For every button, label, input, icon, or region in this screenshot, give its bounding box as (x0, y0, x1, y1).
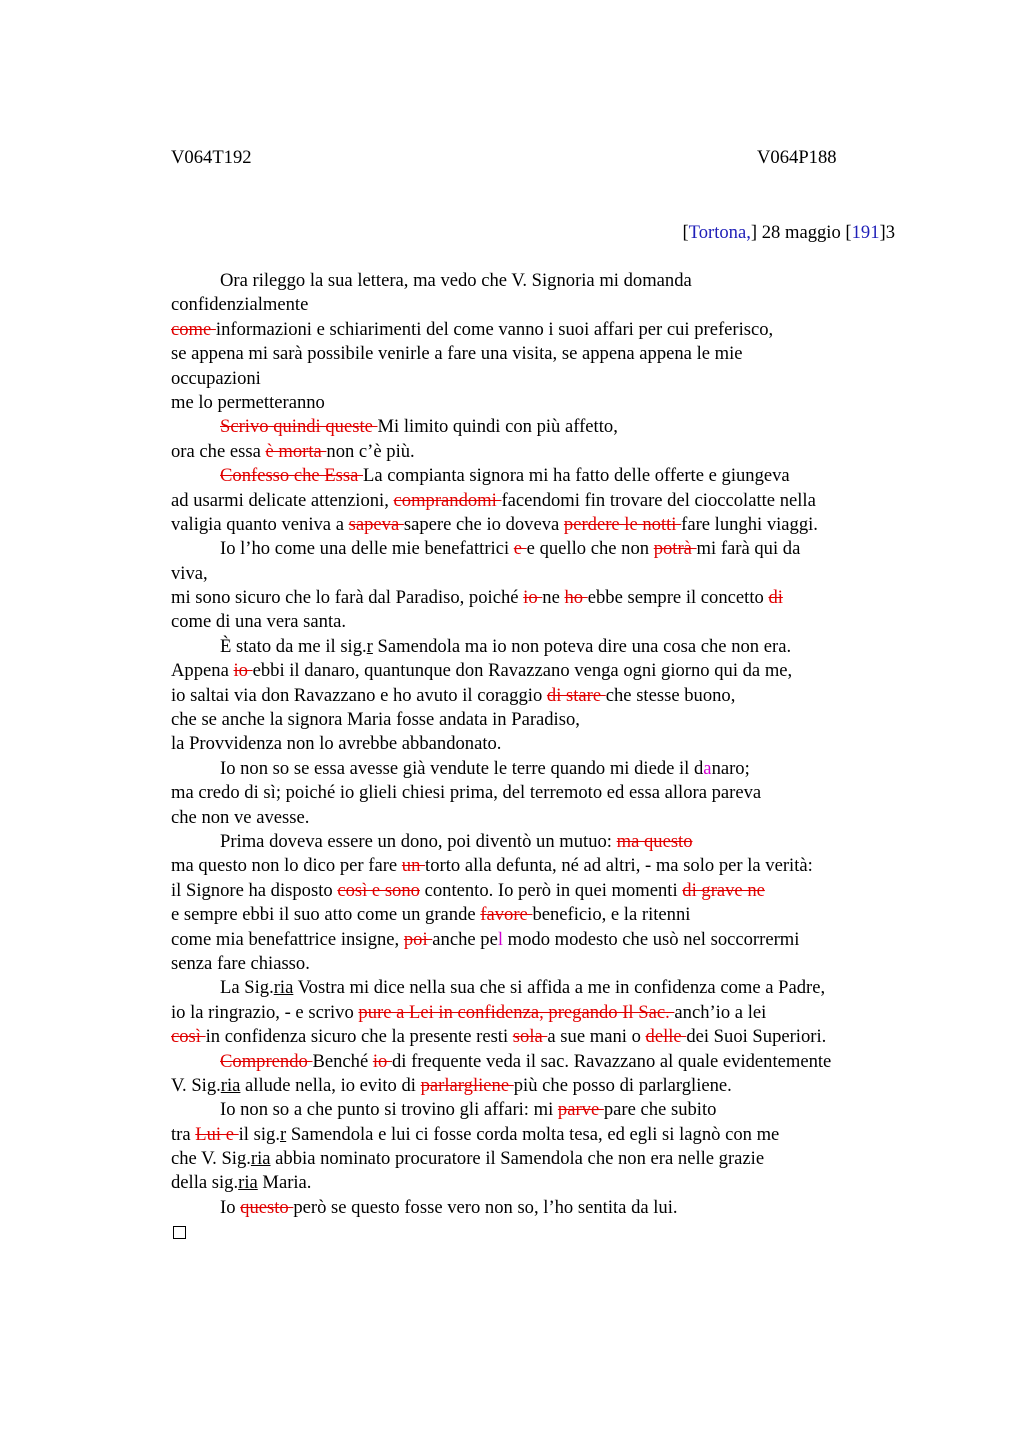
line-text: confidenzialmente (171, 294, 309, 316)
underlined-abbrev: ria (250, 1148, 271, 1170)
line-text: io saltai via don Ravazzano e ho avuto il coraggio (171, 684, 547, 706)
line-text: il Signore ha disposto (171, 879, 338, 901)
letter-line (171, 293, 901, 317)
line-text: e quello che non (526, 538, 654, 560)
line-text: sapere che io doveva (403, 513, 564, 535)
line-text: senza fare chiasso. (171, 952, 310, 974)
deleted-text: perdere le notti (563, 513, 682, 535)
deleted-text: io (372, 1050, 392, 1072)
letter-line (171, 1147, 901, 1171)
deleted-text: di (768, 587, 783, 609)
letter-line (171, 708, 901, 732)
deleted-text: così e sono (337, 879, 420, 901)
letter-line (171, 757, 901, 781)
line-text: me lo permetteranno (171, 391, 325, 413)
line-text: La compianta signora mi ha fatto delle offerte e giungeva (363, 465, 790, 487)
line-text: informazioni e schiarimenti del come vanno i suoi affari per cui preferisco, (215, 318, 774, 340)
line-text: Io (220, 1196, 241, 1218)
deleted-text: parlargliene (420, 1074, 514, 1096)
letter-line (171, 318, 901, 342)
letter-line (171, 562, 901, 586)
line-text: Benché (312, 1050, 373, 1072)
deleted-text: un (401, 855, 426, 877)
line-text: Mi limito quindi con più affetto, (377, 416, 618, 438)
document-code-right: V064P188 (757, 147, 837, 168)
line-text: Samendola ma io non poteva dire una cosa che non era. (372, 635, 792, 657)
line-text: ad usarmi delicate attenzioni, (171, 489, 394, 511)
letter-line (171, 513, 901, 537)
deleted-text: Scrivo quindi queste (220, 416, 378, 438)
line-text: ma questo non lo dico per fare (171, 855, 402, 877)
dateline-year-part: 191 (851, 222, 880, 243)
line-text: il sig. (238, 1123, 280, 1145)
letter-line (171, 1074, 901, 1098)
letter-line (171, 464, 901, 488)
deleted-text: come (171, 318, 216, 340)
deleted-text: io (523, 587, 543, 609)
line-text: tra (171, 1123, 196, 1145)
deleted-text: Confesso che Essa (220, 465, 364, 487)
line-text: Ora rileggo la sua lettera, ma vedo che V. Signoria mi domanda (220, 270, 692, 291)
line-text: dei Suoi Superiori. (686, 1026, 827, 1048)
deleted-text: così (171, 1026, 206, 1048)
deleted-text: ho (564, 587, 588, 609)
dateline-year-tail: 3 (885, 222, 895, 243)
letter-line (171, 269, 901, 293)
line-text: ma credo di sì; poiché io glieli chiesi prima, del terremoto ed essa allora pareva (171, 782, 762, 804)
letter-line (171, 342, 901, 366)
line-text: che se anche la signora Maria fosse andata in Paradiso, (171, 709, 580, 731)
deleted-text: pure a Lei in confidenza, pregando Il Sac. (358, 1001, 675, 1023)
deleted-text: parve (557, 1099, 604, 1121)
line-text: ebbe sempre il concetto (587, 587, 769, 609)
line-text: ebbi il danaro, quantunque don Ravazzano venga ogni giorno qui da me, (252, 660, 793, 682)
letter-line (171, 684, 901, 708)
letter-line (171, 440, 901, 464)
deleted-text: poi (403, 928, 433, 950)
deleted-text: favore (480, 904, 533, 926)
letter-line (171, 659, 901, 683)
line-text: valigia quanto veniva a (171, 513, 349, 535)
letter-line (171, 1123, 901, 1147)
line-text: occupazioni (171, 367, 261, 389)
line-text: che non ve avesse. (171, 806, 310, 828)
letter-line (171, 367, 901, 391)
deleted-text: ma questo (616, 830, 693, 852)
deleted-text: è morta (265, 440, 327, 462)
letter-line (171, 1050, 901, 1074)
underlined-abbrev: r (366, 635, 373, 657)
deleted-text: potrà (653, 538, 697, 560)
document-code-left: V064T192 (171, 147, 252, 168)
line-text: e sempre ebbi il suo atto come un grande (171, 904, 481, 926)
line-text: Io non so a che punto si trovino gli affari: mi (220, 1099, 558, 1121)
line-text: a sue mani o (547, 1026, 646, 1048)
line-text: ne (542, 587, 565, 609)
deleted-text: io (233, 660, 253, 682)
line-text: però se questo fosse vero non so, l’ho sentita da lui. (293, 1196, 678, 1218)
deleted-text: sola (512, 1026, 548, 1048)
deleted-text: delle (645, 1026, 687, 1048)
letter-line (171, 928, 901, 952)
underlined-abbrev: ria (238, 1172, 258, 1194)
letter-line (171, 806, 901, 830)
line-text: Io l’ho come una delle mie benefattrici (220, 538, 514, 560)
line-text: ora che essa (171, 440, 266, 462)
underlined-abbrev: ria (273, 977, 294, 999)
inserted-letter: l (497, 928, 503, 950)
line-text: che V. Sig. (171, 1148, 251, 1170)
line-text: della sig. (171, 1172, 239, 1194)
deleted-text: Lui e (195, 1123, 239, 1145)
letter-line (171, 537, 901, 561)
dateline: [Tortona,] 28 maggio [191]3 (682, 222, 895, 243)
letter-line (171, 732, 901, 756)
letter-line (171, 489, 901, 513)
line-text: Prima doveva essere un dono, poi diventò un mutuo: (220, 830, 617, 852)
line-text: che stesse buono, (605, 684, 736, 706)
line-text: naro; (711, 757, 750, 779)
dateline-place: Tortona, (688, 222, 751, 243)
line-text: allude nella, io evito di (240, 1074, 421, 1096)
line-text: mi sono sicuro che lo farà dal Paradiso, poiché (171, 587, 524, 609)
letter-line (171, 586, 901, 610)
line-text: abbia nominato procuratore il Samendola che non era nelle grazie (270, 1148, 765, 1170)
letter-line (171, 415, 901, 439)
letter-line (171, 1196, 901, 1220)
line-text: Maria. (257, 1172, 312, 1194)
letter-line (171, 952, 901, 976)
line-text: in confidenza sicuro che la presente resti (205, 1026, 513, 1048)
line-text: non c’è più. (326, 440, 415, 462)
letter-line (171, 781, 901, 805)
end-marker-square (173, 1226, 186, 1239)
letter-line (171, 976, 901, 1000)
line-text: torto alla defunta, né ad altri, - ma solo per la verità: (425, 855, 813, 877)
line-text: V. Sig. (171, 1074, 221, 1096)
dateline-day-month: 28 maggio (757, 222, 846, 243)
letter-line (171, 1001, 901, 1025)
letter-line (171, 854, 901, 878)
underlined-abbrev: ria (220, 1074, 241, 1096)
letter-line (171, 635, 901, 659)
line-text: Vostra mi dice nella sua che si affida a me in confidenza come a Padre, (293, 977, 826, 999)
letter-line (171, 1025, 901, 1049)
line-text: Io non so se essa avesse già vendute le terre quando mi diede il d (220, 757, 704, 779)
line-text: La Sig. (220, 977, 274, 999)
letter-line (171, 1171, 901, 1195)
deleted-text: sapeva (348, 513, 404, 535)
line-text: viva, (171, 562, 208, 584)
line-text: Appena (171, 660, 234, 682)
letter-line (171, 610, 901, 634)
line-text: modo modesto che usò nel soccorrermi (503, 928, 800, 950)
deleted-text: comprandomi (393, 489, 502, 511)
deleted-text: questo (240, 1196, 294, 1218)
line-text: la Provvidenza non lo avrebbe abbandonato. (171, 733, 502, 755)
line-text: se appena mi sarà possibile venirle a fare una visita, se appena appena le mie (171, 343, 743, 365)
line-text: mi farà qui da (696, 538, 801, 560)
inserted-letter: a (703, 757, 712, 779)
letter-line (171, 879, 901, 903)
deleted-text: di grave ne (682, 879, 765, 901)
line-text: pare che subito (603, 1099, 717, 1121)
letter-body (171, 269, 901, 1220)
line-text: È stato da me il sig. (220, 635, 367, 657)
line-text: io la ringrazio, - e scrivo (171, 1001, 359, 1023)
line-text: anch’io a lei (674, 1001, 767, 1023)
line-text: anche pe (432, 928, 498, 950)
line-text: come di una vera santa. (171, 611, 347, 633)
line-text: facendomi fin trovare del cioccolatte nella (501, 489, 816, 511)
deleted-text: Comprendo (220, 1050, 313, 1072)
letter-line (171, 903, 901, 927)
letter-line (171, 391, 901, 415)
line-text: contento. Io però in quei momenti (419, 879, 683, 901)
line-text: beneficio, e la ritenni (532, 904, 691, 926)
line-text: Samendola e lui ci fosse corda molta tesa, ed egli si lagnò con me (286, 1123, 780, 1145)
line-text: come mia benefattrice insigne, (171, 928, 404, 950)
line-text: di frequente veda il sac. Ravazzano al quale evidentemente (391, 1050, 832, 1072)
line-text: fare lunghi viaggi. (681, 513, 818, 535)
underlined-abbrev: r (279, 1123, 287, 1145)
letter-line (171, 830, 901, 854)
deleted-text: di stare (546, 684, 606, 706)
line-text: più che posso di parlargliene. (513, 1074, 732, 1096)
letter-line (171, 1098, 901, 1122)
deleted-text: e (513, 538, 527, 560)
